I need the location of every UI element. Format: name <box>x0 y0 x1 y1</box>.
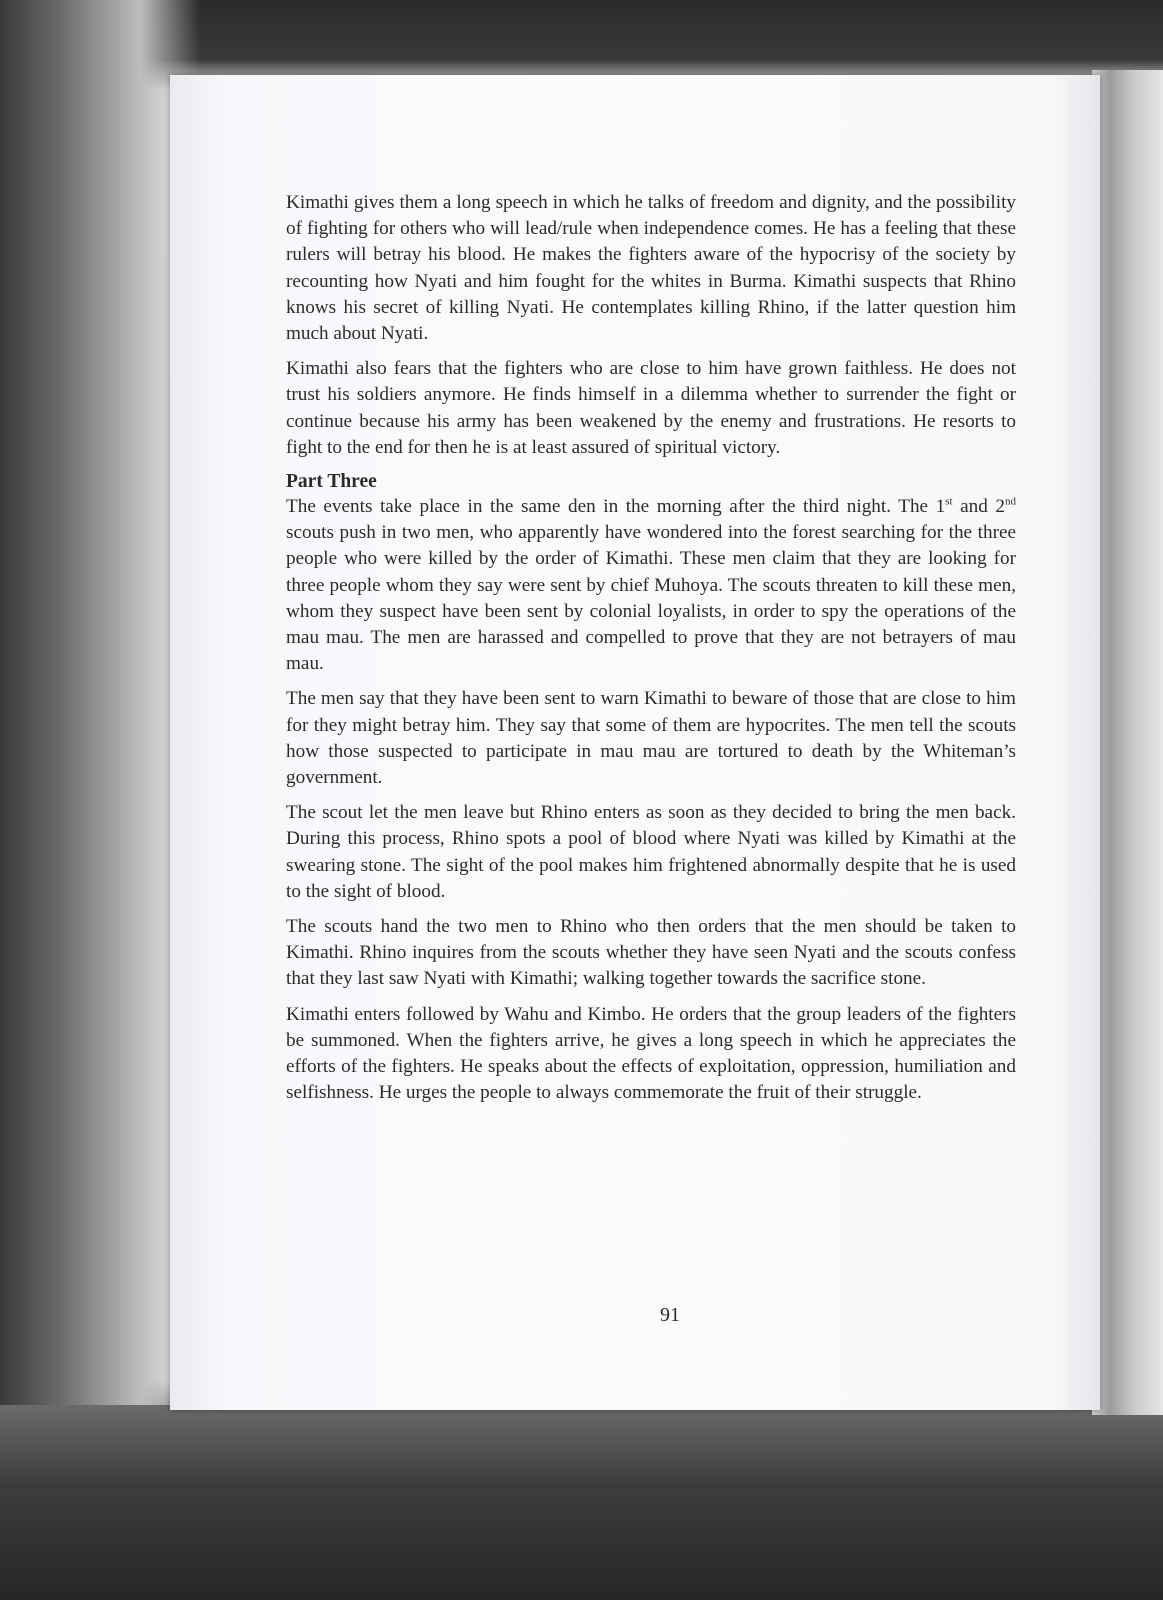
book-spine <box>1092 70 1163 1415</box>
paragraph-part-three-intro <box>286 494 1016 677</box>
ordinal-first-number: 1 <box>935 496 946 518</box>
paragraph-men-warn: The men say that they have been sent to warn Kimathi to beware of those that are close to him for they might betray him. They say that some of them are hypocrites. The men tell the scouts how those suspected to participate in mau mau are tortured to death by the Whiteman’s government. <box>286 688 1016 789</box>
scan-bottom-shadow <box>0 1405 1163 1600</box>
paragraph-kimathi-fears: Kimathi also fears that the fighters who are close to him have grown faithless. He does not trust his soldiers anymore. He finds himself in a dilemma whether to surrender the fight or continue because his army has been weakened by the enemy and frustrations. He resorts to fight to the end for then he is at least assured of spiritual victory. <box>286 358 1016 458</box>
ordinal-second-number: 2 <box>995 496 1005 518</box>
page-number: 91 <box>660 1304 680 1326</box>
paragraph-kimathi-enters: Kimathi enters followed by Wahu and Kimbo. He orders that the group leaders of the fighters be summoned. When the fighters arrive, he gives a long speech in which he appreciates the efforts of the fighters. He speaks about the effects of exploitation, oppression, humiliation and selfishness. He urges the people to always commemorate the fruit of their struggle. <box>286 1003 1016 1104</box>
page-body <box>286 190 1016 1116</box>
paragraph-scouts-hand-men: The scouts hand the two men to Rhino who then orders that the men should be taken to Kimathi. Rhino inquires from the scouts whether they have seen Nyati and the scouts confess that they last saw Nyati with Kimathi; walking together towards the sacrifice stone. <box>286 916 1016 990</box>
intro-text-start: The events take place in the same den in the morning after the third night. The <box>286 496 936 518</box>
paragraph-kimathi-speech: Kimathi gives them a long speech in which he talks of freedom and dignity, and the possibility of fighting for others who will lead/rule when independence comes. He has a feeling that these rulers will betray his blood. He makes the fighters aware of the hypocrisy of the society by recounting how Nyati and him fought for the whites in Burma. Kimathi suspects that Rhino knows his secret of killing Nyati. He contemplates killing Rhino, if the latter question him much about Nyati. <box>286 192 1016 345</box>
ordinal-second-suffix: nd <box>1004 495 1016 508</box>
section-heading-part-three: Part Three <box>286 471 377 493</box>
intro-text-rest: scouts push in two men, who apparently have wondered into the forest searching for the three people who were killed by the order of Kimathi. These men claim that they are looking for three people whom they say were sent by chief Muhoya. The scouts threaten to kill these men, whom they suspect have been sent by colonial loyalists, in order to spy the operations of the mau mau. The men are harassed and compelled to prove that they are not betrayers of mau mau. <box>286 522 1016 675</box>
ordinal-first-suffix: st <box>945 495 953 508</box>
intro-text-and: and <box>952 496 996 518</box>
paragraph-rhino-blood: The scout let the men leave but Rhino enters as soon as they decided to bring the men back. During this process, Rhino spots a pool of blood where Nyati was killed by Kimathi at the swearing stone. The sight of the pool makes him frightened abnormally despite that he is used to the sight of blood. <box>286 802 1016 902</box>
